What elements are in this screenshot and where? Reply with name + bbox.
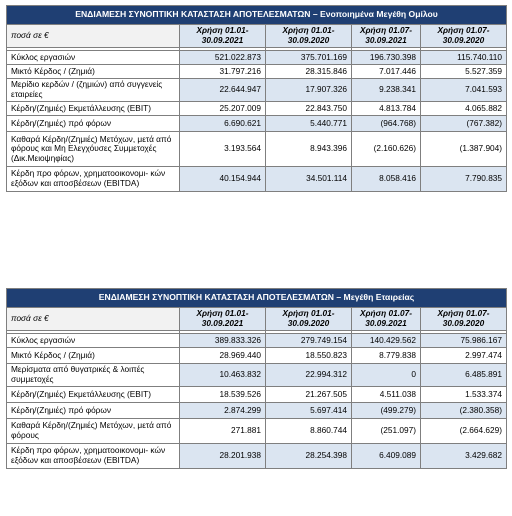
- cell-value: 5.697.414: [266, 403, 352, 419]
- cell-value: 4.065.882: [421, 102, 507, 116]
- row-label: Μικτό Κέρδος / (Ζημιά): [7, 65, 180, 79]
- row-label: Κέρδη/(Ζημιές) πρό φόρων: [7, 403, 180, 419]
- unit-label: ποσά σε €: [7, 308, 180, 331]
- cell-value: 21.267.505: [266, 387, 352, 403]
- cell-value: 0: [352, 364, 421, 387]
- cell-value: 9.238.341: [352, 79, 421, 102]
- cell-value: 25.207.009: [180, 102, 266, 116]
- cell-value: 8.058.416: [352, 167, 421, 192]
- cell-value: 75.986.167: [421, 334, 507, 348]
- cell-value: 40.154.944: [180, 167, 266, 192]
- table-row: [7, 403, 507, 419]
- column-header: Χρήση 01.01- 30.09.2021: [180, 25, 266, 48]
- cell-value: 17.907.326: [266, 79, 352, 102]
- column-header: Χρήση 01.01- 30.09.2020: [266, 308, 352, 331]
- cell-value: 6.409.089: [352, 444, 421, 469]
- cell-value: 31.797.216: [180, 65, 266, 79]
- cell-value: 8.779.838: [352, 348, 421, 364]
- table-row: [7, 79, 507, 102]
- row-label: Κέρδη προ φόρων, χρηματοοικονομι- κών εξόδων και αποσβέσεων (EBITDA): [7, 167, 180, 192]
- cell-value: 271.881: [180, 419, 266, 444]
- cell-value: 7.790.835: [421, 167, 507, 192]
- cell-value: 28.969.440: [180, 348, 266, 364]
- cell-value: 5.527.359: [421, 65, 507, 79]
- table-title: ΕΝΔΙΑΜΕΣΗ ΣΥΝΟΠΤΙΚΗ ΚΑΤΑΣΤΑΣΗ ΑΠΟΤΕΛΕΣΜΑΤΩΝ – Μεγέθη Εταιρείας: [7, 289, 507, 308]
- group-results-table: [6, 5, 507, 192]
- table-row: [7, 65, 507, 79]
- cell-value: 7.017.446: [352, 65, 421, 79]
- column-header: Χρήση 01.01- 30.09.2021: [180, 308, 266, 331]
- cell-value: 375.701.169: [266, 51, 352, 65]
- cell-value: 4.511.038: [352, 387, 421, 403]
- table-row: [7, 132, 507, 167]
- cell-value: 2.997.474: [421, 348, 507, 364]
- cell-value: 34.501.114: [266, 167, 352, 192]
- table-row: [7, 348, 507, 364]
- cell-value: 8.943.396: [266, 132, 352, 167]
- table-row: [7, 444, 507, 469]
- cell-value: 18.539.526: [180, 387, 266, 403]
- cell-value: (2.664.629): [421, 419, 507, 444]
- row-label: Μικτό Κέρδος / (Ζημιά): [7, 348, 180, 364]
- cell-value: 22.644.947: [180, 79, 266, 102]
- cell-value: 10.463.832: [180, 364, 266, 387]
- row-label: Κέρδη/(Ζημιές) πρό φόρων: [7, 116, 180, 132]
- table-row: [7, 51, 507, 65]
- table-row: [7, 167, 507, 192]
- cell-value: (1.387.904): [421, 132, 507, 167]
- column-header: Χρήση 01.07- 30.09.2021: [352, 25, 421, 48]
- cell-value: 28.254.398: [266, 444, 352, 469]
- cell-value: 7.041.593: [421, 79, 507, 102]
- cell-value: 2.874.299: [180, 403, 266, 419]
- row-label: Κέρδη/(Ζημιές) Εκμετάλλευσης (EBIT): [7, 387, 180, 403]
- table-row: [7, 116, 507, 132]
- cell-value: (767.382): [421, 116, 507, 132]
- cell-value: 196.730.398: [352, 51, 421, 65]
- row-label: Μερίσματα από θυγατρικές & λοιπές συμμετοχές: [7, 364, 180, 387]
- cell-value: (499.279): [352, 403, 421, 419]
- column-header: Χρήση 01.01- 30.09.2020: [266, 25, 352, 48]
- cell-value: 28.201.938: [180, 444, 266, 469]
- cell-value: 28.315.846: [266, 65, 352, 79]
- cell-value: 1.533.374: [421, 387, 507, 403]
- column-header: Χρήση 01.07- 30.09.2020: [421, 25, 507, 48]
- table-row: [7, 334, 507, 348]
- cell-value: 3.429.682: [421, 444, 507, 469]
- cell-value: 22.994.312: [266, 364, 352, 387]
- row-label: Μερίδιο κερδών / (ζημιών) από συγγενείς εταιρείες: [7, 79, 180, 102]
- column-header: Χρήση 01.07- 30.09.2021: [352, 308, 421, 331]
- row-label: Κέρδη/(Ζημιές) Εκμετάλλευσης (EBIT): [7, 102, 180, 116]
- cell-value: 5.440.771: [266, 116, 352, 132]
- cell-value: 4.813.784: [352, 102, 421, 116]
- row-label: Κέρδη προ φόρων, χρηματοοικονομι- κών εξόδων και αποσβέσεων (EBITDA): [7, 444, 180, 469]
- table-title: ΕΝΔΙΑΜΕΣΗ ΣΥΝΟΠΤΙΚΗ ΚΑΤΑΣΤΑΣΗ ΑΠΟΤΕΛΕΣΜΑΤΩΝ – Ενοποιημένα Μεγέθη Ομίλου: [7, 6, 507, 25]
- row-label: Καθαρά Κέρδη/(Ζημιές) Μετόχων, μετά από φόρους και Μη Ελεγχόυσες Συμμετοχές (Δικ.Μειοψηφίας): [7, 132, 180, 167]
- row-label: Καθαρά Κέρδη/(Ζημιές) Μετόχων, μετά από φόρους: [7, 419, 180, 444]
- cell-value: 521.022.873: [180, 51, 266, 65]
- row-label: Κύκλος εργασιών: [7, 334, 180, 348]
- row-label: Κύκλος εργασιών: [7, 51, 180, 65]
- cell-value: 389.833.326: [180, 334, 266, 348]
- company-results-table: [6, 288, 507, 469]
- table-row: [7, 419, 507, 444]
- cell-value: 115.740.110: [421, 51, 507, 65]
- cell-value: 140.429.562: [352, 334, 421, 348]
- cell-value: 279.749.154: [266, 334, 352, 348]
- cell-value: (964.768): [352, 116, 421, 132]
- cell-value: (251.097): [352, 419, 421, 444]
- table-row: [7, 387, 507, 403]
- column-header: Χρήση 01.07- 30.09.2020: [421, 308, 507, 331]
- cell-value: (2.380.358): [421, 403, 507, 419]
- table-row: [7, 102, 507, 116]
- cell-value: 8.860.744: [266, 419, 352, 444]
- cell-value: 3.193.564: [180, 132, 266, 167]
- table-row: [7, 364, 507, 387]
- cell-value: 6.485.891: [421, 364, 507, 387]
- cell-value: 6.690.621: [180, 116, 266, 132]
- cell-value: (2.160.626): [352, 132, 421, 167]
- cell-value: 22.843.750: [266, 102, 352, 116]
- cell-value: 18.550.823: [266, 348, 352, 364]
- unit-label: ποσά σε €: [7, 25, 180, 48]
